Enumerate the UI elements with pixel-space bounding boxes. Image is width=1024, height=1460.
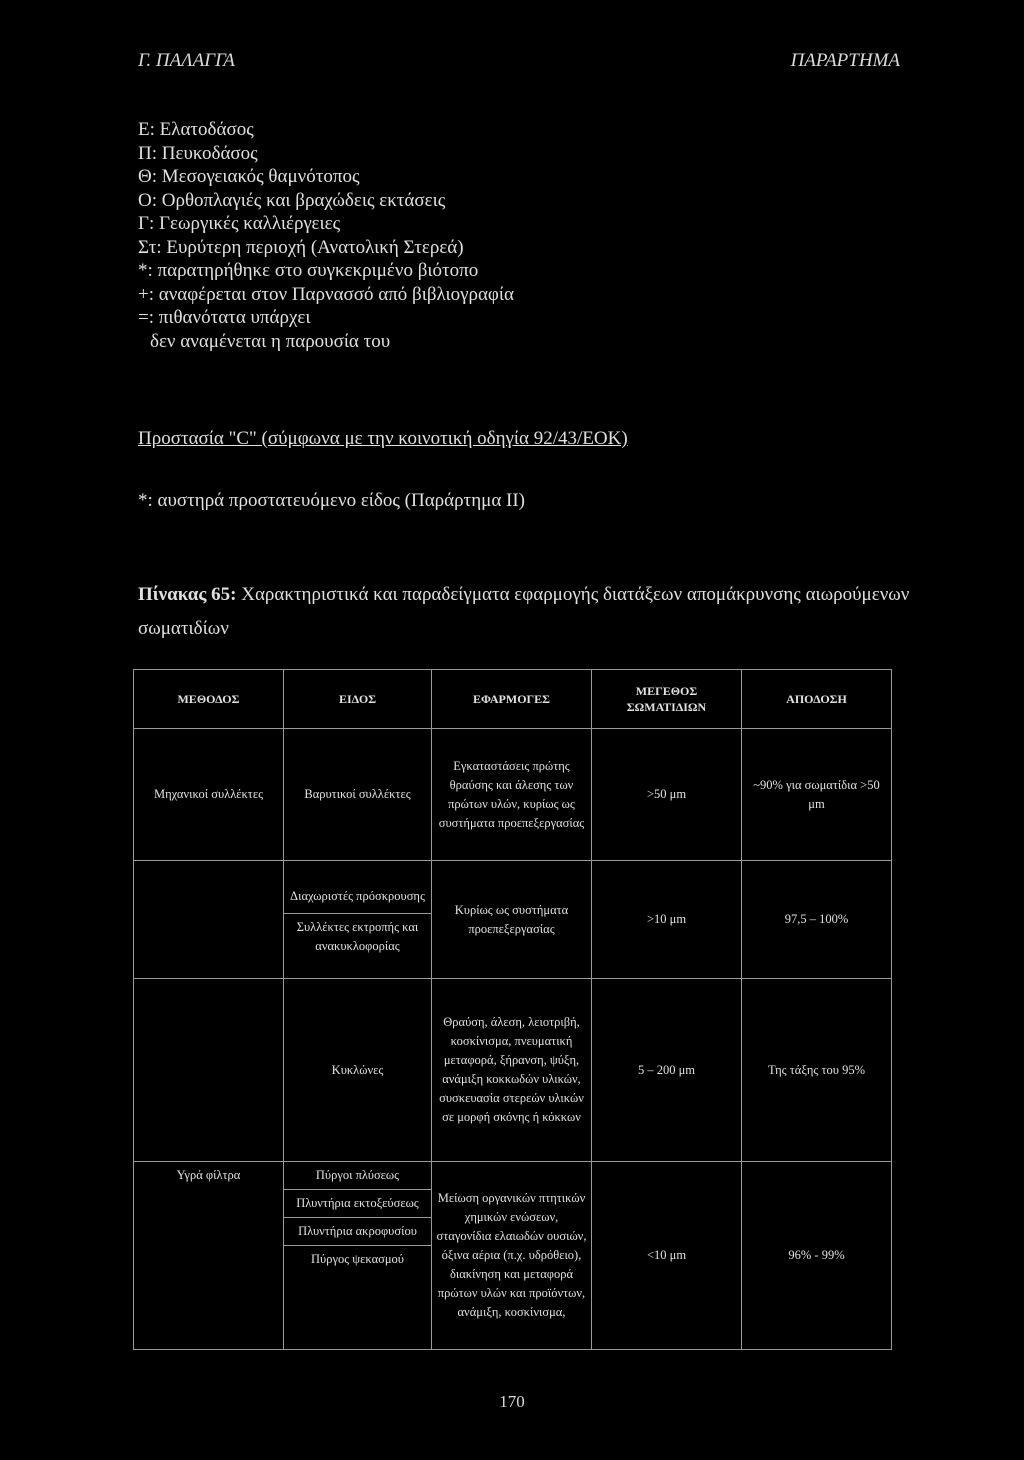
cell-applications: Κυρίως ως συστήματα προεπεξεργασίας bbox=[432, 861, 592, 979]
protection-heading: Προστασία "C" (σύμφωνα με την κοινοτική οδηγία 92/43/ΕΟΚ) bbox=[138, 428, 628, 449]
legend-item: Π: Πευκοδάσος bbox=[138, 142, 258, 164]
type-item: Συλλέκτες εκτροπής και ανακυκλοφορίας bbox=[284, 913, 431, 956]
header-particle-size: ΜΕΓΕΘΟΣ ΣΩΜΑΤΙΔΙΩΝ bbox=[592, 670, 742, 729]
cell-size: >10 μm bbox=[592, 861, 742, 979]
cell-efficiency: Της τάξης του 95% bbox=[742, 979, 892, 1162]
cell-method bbox=[134, 979, 284, 1162]
header-method: ΜΕΘΟΔΟΣ bbox=[134, 670, 284, 729]
legend-item: Στ: Ευρύτερη περιοχή (Ανατολική Στερεά) bbox=[138, 236, 464, 258]
cell-method: Υγρά φίλτρα bbox=[134, 1162, 284, 1350]
cell-applications: Εγκαταστάσεις πρώτης θραύσης και άλεσης των πρώτων υλών, κυρίως ως συστήματα προεπεξεργασίας bbox=[432, 729, 592, 861]
legend-item: *: παρατηρήθηκε στο συγκεκριμένο βιότοπο bbox=[138, 260, 479, 281]
table-header-row bbox=[134, 670, 892, 729]
type-item: Πύργοι πλύσεως bbox=[315, 1168, 400, 1182]
cell-size: <10 μm bbox=[592, 1162, 742, 1350]
abbreviation-legend bbox=[138, 118, 514, 353]
table-row bbox=[134, 729, 892, 861]
header-efficiency: ΑΠΟΔΟΣΗ bbox=[742, 670, 892, 729]
particle-removal-table bbox=[133, 669, 891, 1350]
table-caption-label: Πίνακας 65: bbox=[138, 584, 237, 605]
cell-size: 5 – 200 μm bbox=[592, 979, 742, 1162]
legend-item: +: αναφέρεται στον Παρνασσό από βιβλιογραφία bbox=[138, 283, 514, 305]
type-item: Πύργος ψεκασμού bbox=[284, 1245, 431, 1269]
cell-efficiency: 97,5 – 100% bbox=[742, 861, 892, 979]
page-number: 170 bbox=[499, 1392, 525, 1411]
table-row bbox=[134, 861, 892, 979]
cell-efficiency: ~90% για σωματίδια >50 μm bbox=[742, 729, 892, 861]
legend-item: Ε: Ελατοδάσος bbox=[138, 119, 254, 140]
type-item: Πλυντήρια εκτοξεύσεως bbox=[284, 1189, 431, 1213]
table-caption bbox=[138, 578, 918, 646]
cell-applications: Θραύση, άλεση, λειοτριβή, κοσκίνισμα, πνευματική μεταφορά, ξήρανση, ψύξη, ανάμιξη κοκκωδών υλικών, συσκευασία στερεών υλικών σε μορφή σκόνης ή κόκκων bbox=[432, 979, 592, 1162]
type-item: Διαχωριστές πρόσκρουσης bbox=[290, 888, 425, 903]
legend-item: =: πιθανότατα υπάρχει bbox=[138, 307, 311, 328]
table-row bbox=[134, 979, 892, 1162]
table-caption-text: Χαρακτηριστικά και παραδείγματα εφαρμογής διατάξεων απομάκρυνσης αιωρούμενων σωματιδίων bbox=[138, 584, 910, 639]
legend-item: δεν αναμένεται η παρουσία του bbox=[150, 330, 391, 352]
type-item: Πλυντήρια ακροφυσίου bbox=[284, 1217, 431, 1241]
header-applications: ΕΦΑΡΜΟΓΕΣ bbox=[432, 670, 592, 729]
cell-method: Μηχανικοί συλλέκτες bbox=[134, 729, 284, 861]
table-row bbox=[134, 1162, 892, 1350]
cell-type: Βαρυτικοί συλλέκτες bbox=[284, 729, 432, 861]
cell-efficiency: 96% - 99% bbox=[742, 1162, 892, 1350]
running-header-section: ΠΑΡΑΡΤΗΜΑ bbox=[790, 50, 900, 71]
cell-applications: Μείωση οργανικών πτητικών χημικών ενώσεων, σταγονίδια ελαιωδών ουσιών, όξινα αέρια (π.χ. υδρόθειο), διακίνηση και μεταφορά πρώτων υλών και προϊόντων, ανάμιξη, κοσκίνισμα, bbox=[432, 1162, 592, 1350]
running-header-author: Γ. ΠΑΛΑΓΓΑ bbox=[138, 50, 235, 71]
cell-method bbox=[134, 861, 284, 979]
strict-protection-note: *: αυστηρά προστατευόμενο είδος (Παράρτημα ΙΙ) bbox=[138, 490, 526, 511]
legend-item: Ο: Ορθοπλαγιές και βραχώδεις εκτάσεις bbox=[138, 189, 446, 211]
legend-item: Γ: Γεωργικές καλλιέργειες bbox=[138, 213, 341, 234]
cell-type: Κυκλώνες bbox=[284, 979, 432, 1162]
cell-size: >50 μm bbox=[592, 729, 742, 861]
header-type: ΕΙΔΟΣ bbox=[284, 670, 432, 729]
legend-item: Θ: Μεσογειακός θαμνότοπος bbox=[138, 166, 360, 187]
cell-type bbox=[284, 861, 432, 979]
cell-type bbox=[284, 1162, 432, 1350]
